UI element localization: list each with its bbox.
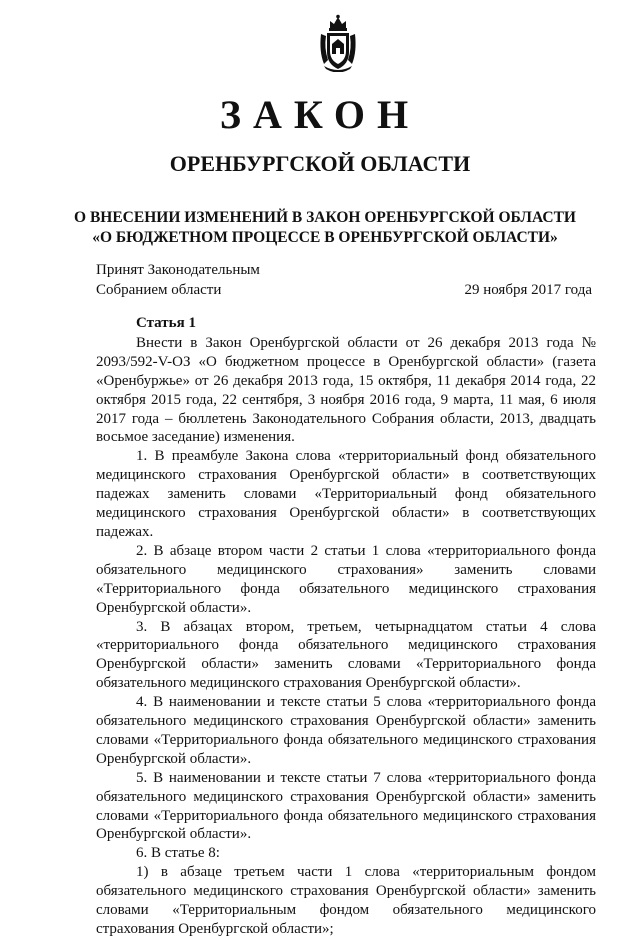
law-heading [60, 208, 590, 248]
paragraph: 3. В абзацах втором, третьем, четырнадцатом статьи 4 слова «территориального фонда обязательного медицинского страхования Оренбургской области» заменить словами «Территориального фонда обязательного медицинского страхования Оренбургской области». [96, 618, 596, 692]
law-heading-line: «О БЮДЖЕТНОМ ПРОЦЕССЕ В ОРЕНБУРГСКОЙ ОБЛАСТИ» [92, 229, 558, 246]
paragraph: 6. В статье 8: [136, 845, 220, 862]
document-subtitle: ОРЕНБУРГСКОЙ ОБЛАСТИ [169, 151, 471, 176]
paragraph: 1. В преамбуле Закона слова «территориальный фонд обязательного медицинского страхования Оренбургской области» в соответствующих падежах заменить словами «Территориальный фонд обязательного медицинского страхования Оренбургской области» в соответствующих падежах. [96, 448, 596, 540]
paragraph: Внести в Закон Оренбургской области от 26 декабря 2013 года № 2093/592-V-ОЗ «О бюджетном процессе в Оренбургской области» (газета «Оренбуржье» от 26 декабря 2013 года, 15 октября, 11 декабря 2014 года, 22 октября 2015 года, 22 сентября, 3 ноября 2016 года, 9 марта, 11 мая, 6 июля 2017 года – бюллетень Законодательного Собрания области, 2013, двадцать восьмое заседание) изменения. [96, 334, 596, 446]
paragraph: 5. В наименовании и тексте статьи 7 слова «территориального фонда обязательного медицинского страхования Оренбургской области» заменить словами «Территориального фонда обязательного медицинского страхования Оренбургской области». [96, 769, 596, 843]
adoption-line: Принят Законодательным [96, 262, 260, 278]
document-title: ЗАКОН [219, 92, 421, 137]
adoption-note [96, 260, 260, 300]
paragraph: 4. В наименовании и тексте статьи 5 слова «территориального фонда обязательного медицинского страхования Оренбургской области» заменить словами «Территориального фонда обязательного медицинского страхования Оренбургской области». [96, 694, 596, 767]
coat-of-arms-icon [318, 14, 358, 72]
adoption-date: 29 ноября 2017 года [464, 282, 592, 298]
article-body [96, 314, 596, 939]
law-heading-line: О ВНЕСЕНИИ ИЗМЕНЕНИЙ В ЗАКОН ОРЕНБУРГСКОЙ ОБЛАСТИ [74, 209, 576, 226]
article-title: Статья 1 [136, 315, 196, 331]
adoption-line: Собранием области [96, 282, 222, 298]
paragraph: 2. В абзаце втором части 2 статьи 1 слова «территориального фонда обязательного медицинского страхования» заменить словами «Территориального фонда обязательного медицинского страхования Оренбургской области». [96, 542, 596, 616]
paragraph: 1) в абзаце третьем части 1 слова «территориальным фондом обязательного медицинского страхования Оренбургской области» заменить словами «Территориальным фондом обязательного медицинского страхования Оренбургской области»; [96, 864, 596, 937]
